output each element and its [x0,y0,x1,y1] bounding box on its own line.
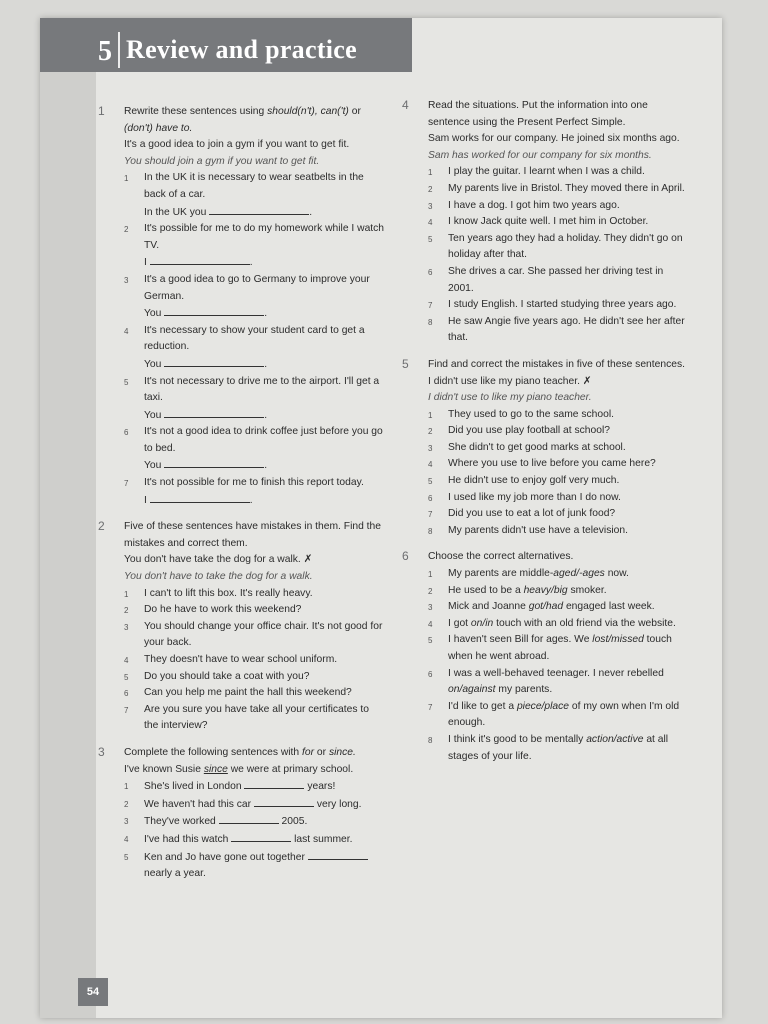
list-item [124,796,386,814]
example-sentence: Sam works for our company. He joined six months ago. [428,133,680,145]
item-question: Did you use to eat a lot of junk food? [448,508,616,520]
list-item [428,407,690,424]
item-question: I used like my job more than I do now. [448,491,621,503]
item-number: 8 [428,317,433,327]
item-list [124,586,386,735]
item-number: 2 [124,225,129,235]
item-number: 3 [428,603,433,613]
item-number: 8 [428,735,433,745]
list-item [428,599,690,616]
exercise-4 [402,98,690,347]
list-item [124,602,386,619]
item-list [124,778,386,883]
alternatives[interactable]: on/against [448,684,496,696]
example-sentence: You don't have take the dog for a walk. ✗ [124,554,313,566]
item-start: We haven't had this car [144,798,252,810]
example-sentence: I didn't use like my piano teacher. ✗ [428,375,592,387]
answer-blank[interactable] [254,796,314,807]
alternatives[interactable]: action/active [586,733,644,745]
item-end: my parents. [495,684,553,696]
list-item [428,632,690,665]
item-question: He didn't use to enjoy golf very much. [448,475,620,487]
alternatives[interactable]: lost/missed [592,634,644,646]
exercise-2 [98,519,386,735]
list-item [428,506,690,523]
list-item [124,849,386,883]
item-question: It's not a good idea to drink coffee just before you go to bed. [144,426,383,454]
exercise-instruction: Rewrite these sentences using should(n't), can('t) or (don't) have to. [124,106,361,134]
item-number: 4 [124,326,129,336]
list-item [428,164,690,181]
list-item [428,566,690,583]
item-list [428,566,690,765]
exercise-number: 4 [402,98,409,112]
alternatives[interactable]: aged/-ages [553,568,605,580]
item-start: She's lived in London [144,781,242,793]
item-question: It's possible for me to do my homework while I watch TV. [144,223,385,251]
exercise-instruction: Read the situations. Put the information into one sentence using the Present Perfect Simple. [428,100,648,128]
list-item [428,198,690,215]
item-question: It's a good idea to go to Germany to improve your German. [144,273,370,302]
list-item [428,666,690,699]
list-item [428,583,690,600]
item-question: Are you sure you have take all your certificates to the interview? [144,703,369,732]
item-number: 2 [124,799,129,809]
item-end: 2005. [281,816,308,828]
list-item [428,699,690,732]
item-number: 1 [428,168,433,178]
list-item [124,272,386,323]
item-start: I'd like to get a [448,700,517,712]
item-number: 4 [124,656,129,665]
item-number: 7 [428,702,433,712]
item-question: It's not possible for me to finish this report today. [144,477,364,489]
answer-blank[interactable] [308,849,368,860]
answer-start: You [144,358,162,370]
item-number: 5 [428,636,433,646]
item-end: of my own when I'm old enough. [448,700,680,729]
exercise-instruction: Choose the correct alternatives. [428,551,574,563]
exercise-number: 2 [98,519,105,534]
alternatives[interactable]: on/in [470,617,494,629]
answer-blank[interactable] [150,254,250,265]
item-question: Do he have to work this weekend? [144,604,302,616]
list-item [124,669,386,686]
item-question: They doesn't have to wear school uniform. [144,654,338,665]
item-end: very long. [316,798,362,810]
list-item [124,475,386,509]
item-number: 6 [428,493,433,503]
page-title: Review and practice [126,35,357,64]
exercise-instruction: Five of these sentences have mistakes in them. Find the mistakes and correct them. [124,521,381,549]
list-item [124,323,386,374]
item-number: 1 [428,410,433,420]
item-number: 5 [124,672,129,682]
exercise-5 [402,356,690,540]
answer-line: You . [144,305,386,323]
list-item [124,586,386,603]
item-number: 5 [124,377,129,387]
item-number: 3 [428,201,433,211]
item-number: 3 [124,275,129,285]
item-question: She drives a car. She passed her driving test in 2001. [448,265,664,294]
unit-number: 5 [98,36,112,67]
item-number: 5 [428,477,433,487]
item-question: Ten years ago they had a holiday. They didn't go on holiday after that. [448,232,683,261]
item-end: nearly a year. [144,868,206,880]
item-start: I got [448,617,471,629]
answer-blank[interactable] [231,831,291,842]
list-item [428,732,690,765]
item-number: 8 [428,526,433,536]
item-number: 6 [428,669,433,679]
answer-blank[interactable] [164,305,264,316]
item-number: 1 [428,570,433,580]
answer-start: I [144,257,147,269]
item-number: 3 [124,622,129,632]
item-end: touch when he went abroad. [448,634,672,662]
exercise-instruction: Complete the following sentences with for or since. [124,746,356,758]
list-item [428,523,690,540]
item-number: 5 [428,234,433,244]
list-item [124,424,386,475]
item-question: It's not necessary to drive me to the airport. I'll get a taxi. [144,375,380,404]
answer-start: You [144,460,162,472]
example-answer: I didn't use to like my piano teacher. [428,392,592,404]
item-number: 3 [428,443,433,453]
item-list [124,170,386,509]
item-start: Mick and Joanne [448,601,529,613]
list-item [428,456,690,473]
item-number: 2 [124,606,129,616]
item-number: 5 [124,852,129,862]
item-question: My parents didn't use have a television. [448,524,628,536]
example-answer: You should join a gym if you want to get fit. [124,155,320,167]
answer-blank[interactable] [219,813,279,824]
item-question: Can you help me paint the hall this weekend? [144,687,352,699]
item-number: 4 [428,619,433,629]
item-number: 2 [428,427,433,437]
item-number: 7 [428,301,433,311]
item-number: 4 [428,460,433,470]
item-end: at all stages of your life. [448,733,669,762]
item-number: 1 [124,589,129,599]
item-start: I haven't seen Bill for ages. We [448,634,593,646]
list-item [428,214,690,231]
right-column [402,98,690,765]
item-question: Where you use to live before you came here? [448,458,656,470]
item-question: You should change your office chair. It's not good for your back. [144,620,383,649]
item-number: 7 [428,510,433,520]
answer-line: In the UK you . [144,204,386,222]
list-item [124,831,386,849]
list-item [124,374,386,425]
item-question: Did you use play football at school? [448,425,610,437]
exercise-number: 1 [98,104,105,118]
exercise-number: 3 [98,744,105,759]
list-item [428,473,690,490]
exercise-6 [402,549,690,765]
item-question: In the UK it is necessary to wear seatbelts in the back of a car. [144,172,364,200]
answer-blank[interactable] [164,407,264,418]
list-item [428,423,690,440]
exercise-number: 5 [402,356,409,371]
item-question: I play the guitar. I learnt when I was a child. [448,166,645,178]
exercise-3 [98,744,386,883]
item-start: He used to be a [448,584,524,596]
list-item [124,685,386,702]
answer-line: You . [144,356,386,374]
list-item [124,778,386,796]
list-item [124,170,386,221]
item-start: I was a well-behaved teenager. I never rebelled [448,667,664,679]
answer-blank[interactable] [150,492,250,503]
item-start: My parents are middle- [448,568,554,580]
item-number: 1 [124,174,129,184]
item-end: last summer. [294,833,353,845]
item-number: 6 [124,428,129,438]
list-item [428,297,690,314]
item-number: 6 [124,689,129,699]
list-item [428,181,690,198]
list-item [124,702,386,735]
answer-line: I . [144,254,386,272]
item-number: 7 [124,705,129,715]
answer-start: I [144,494,147,506]
item-start: They've worked [144,816,216,828]
item-number: 3 [124,817,129,827]
workbook-page [40,18,722,1018]
item-question: I have a dog. I got him two years ago. [448,199,620,211]
answer-start: In the UK you [144,206,207,218]
exercise-number: 6 [402,549,409,564]
list-item [124,652,386,669]
item-start: I've had this watch [144,833,229,845]
margin-strip [40,72,96,1018]
item-start: Ken and Jo have gone out together [144,851,305,863]
item-question: He saw Angie five years ago. He didn't see her after that. [448,315,685,344]
answer-blank[interactable] [164,356,264,367]
exercise-1 [98,104,386,509]
answer-blank[interactable] [164,457,264,468]
item-question: I know Jack quite well. I met him in October. [448,216,649,228]
answer-line: I . [144,492,386,510]
answer-blank[interactable] [209,204,309,215]
item-question: She didn't to get good marks at school. [448,441,626,453]
header-divider [118,32,120,68]
item-question: I can't to lift this box. It's really heavy. [144,587,313,599]
item-end: now. [604,568,629,580]
item-end: smoker. [567,584,607,596]
list-item [428,616,690,633]
item-end: years! [307,781,336,793]
answer-line: You . [144,407,386,425]
left-column [98,104,386,883]
item-number: 2 [428,184,433,194]
item-end: engaged last week. [563,601,655,613]
example-answer: You don't have to take the dog for a walk. [124,571,313,583]
item-number: 4 [428,218,433,228]
alternatives[interactable]: got/had [528,601,564,613]
item-end: touch with an old friend via the website. [493,617,676,629]
item-number: 6 [428,267,433,277]
item-number: 2 [428,586,433,596]
answer-start: You [144,308,162,320]
unit-header [40,18,412,72]
exercise-instruction: Find and correct the mistakes in five of these sentences. [428,358,685,370]
item-list [428,164,690,347]
answer-start: You [144,409,162,421]
answer-line: You . [144,457,386,475]
example-sentence: It's a good idea to join a gym if you want to get fit. [124,139,350,151]
answer-blank[interactable] [244,778,304,789]
example-sentence: I've known Susie since we were at primary school. [124,763,354,775]
list-item [428,314,690,347]
item-number: 1 [124,782,129,792]
list-item [428,440,690,457]
example-answer: Sam has worked for our company for six months. [428,149,652,161]
item-question: My parents live in Bristol. They moved there in April. [448,182,685,194]
item-number: 4 [124,834,129,844]
item-list [428,407,690,540]
list-item [428,264,690,297]
page-number: 54 [78,978,108,1006]
item-number: 7 [124,479,129,489]
list-item [428,490,690,507]
list-item [428,231,690,264]
alternatives[interactable]: piece/place [516,700,570,712]
list-item [124,221,386,272]
alternatives[interactable]: heavy/big [523,584,568,596]
item-question: Do you should take a coat with you? [144,670,310,682]
item-question: It's necessary to show your student card to get a reduction. [144,324,365,353]
item-question: I study English. I started studying three years ago. [448,299,677,311]
list-item [124,619,386,652]
item-question: They used to go to the same school. [448,408,614,420]
list-item [124,813,386,831]
item-start: I think it's good to be mentally [448,733,587,745]
